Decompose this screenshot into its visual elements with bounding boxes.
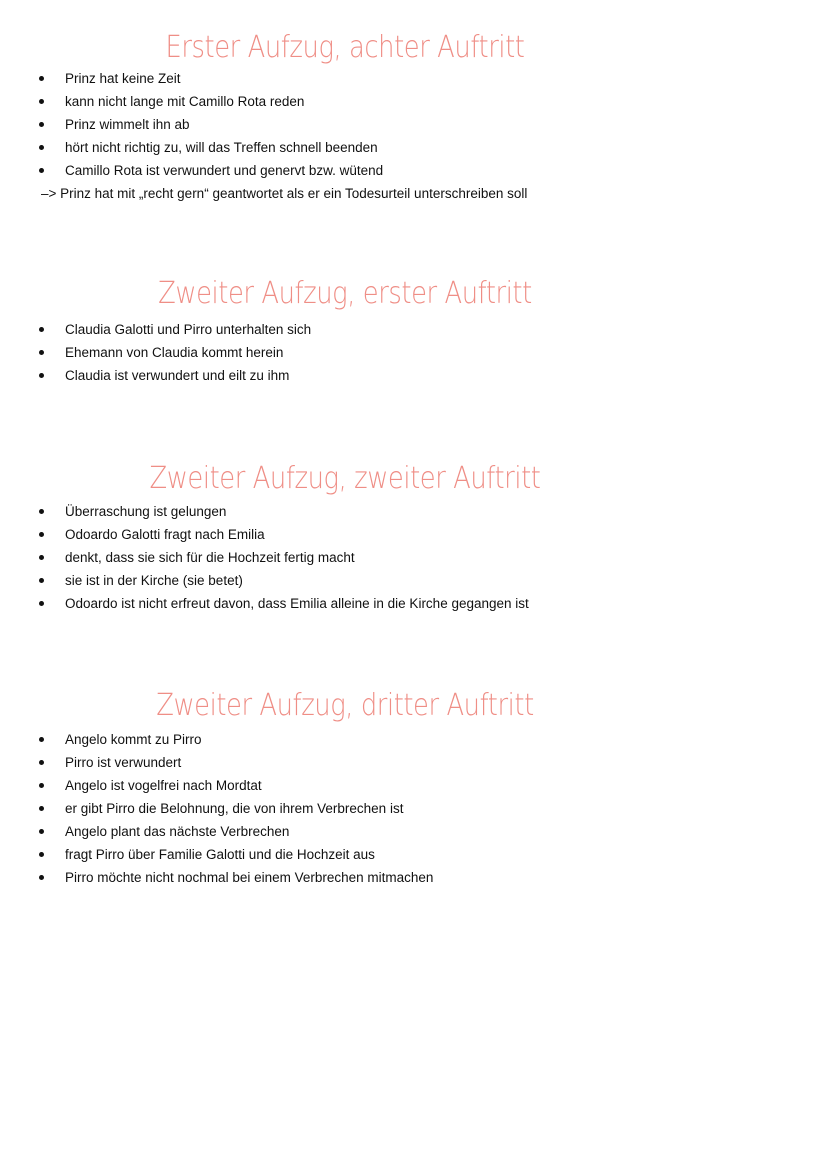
list-item-text: fragt Pirro über Familie Galotti und die Hochzeit aus (65, 847, 375, 862)
bullet-list (0, 318, 828, 387)
bullet-icon (39, 760, 44, 765)
bullet-icon (39, 145, 44, 150)
bullet-list (0, 67, 828, 182)
bullet-icon (39, 327, 44, 332)
bullet-icon (39, 509, 44, 514)
list-item (0, 113, 828, 136)
list-item-text: Angelo kommt zu Pirro (65, 732, 202, 747)
section-title: Zweiter Aufzug, dritter Auftritt (156, 688, 534, 723)
list-item-text: Pirro möchte nicht nochmal bei einem Verbrechen mitmachen (65, 870, 434, 885)
list-item (0, 90, 828, 113)
list-item-text: Claudia ist verwundert und eilt zu ihm (65, 368, 290, 383)
list-item-text: Prinz hat keine Zeit (65, 71, 181, 86)
bullet-icon (39, 532, 44, 537)
list-item-text: er gibt Pirro die Belohnung, die von ihrem Verbrechen ist (65, 801, 404, 816)
bullet-icon (39, 737, 44, 742)
bullet-icon (39, 555, 44, 560)
section-title: Zweiter Aufzug, zweiter Auftritt (149, 461, 541, 496)
list-item-text: Überraschung ist gelungen (65, 504, 227, 519)
bullet-icon (39, 76, 44, 81)
list-item-text: Pirro ist verwundert (65, 755, 182, 770)
bullet-icon (39, 601, 44, 606)
bullet-icon (39, 350, 44, 355)
list-item-text: denkt, dass sie sich für die Hochzeit fertig macht (65, 550, 355, 565)
list-item (0, 843, 828, 866)
list-item (0, 751, 828, 774)
list-item-text: Angelo ist vogelfrei nach Mordtat (65, 778, 262, 793)
list-item (0, 728, 828, 751)
list-item-text: sie ist in der Kirche (sie betet) (65, 573, 243, 588)
list-item (0, 797, 828, 820)
list-item (0, 592, 828, 615)
section-title: Zweiter Aufzug, erster Auftritt (158, 276, 532, 311)
list-item-text: Odoardo ist nicht erfreut davon, dass Emilia alleine in die Kirche gegangen ist (65, 596, 529, 611)
list-item (0, 820, 828, 843)
bullet-icon (39, 122, 44, 127)
bullet-icon (39, 852, 44, 857)
list-item-text: Odoardo Galotti fragt nach Emilia (65, 527, 265, 542)
bullet-icon (39, 373, 44, 378)
list-item (0, 136, 828, 159)
bullet-icon (39, 578, 44, 583)
bullet-icon (39, 875, 44, 880)
list-item-text: Prinz wimmelt ihn ab (65, 117, 190, 132)
list-item-text: kann nicht lange mit Camillo Rota reden (65, 94, 305, 109)
bullet-list (0, 500, 828, 615)
list-item-text: Claudia Galotti und Pirro unterhalten sich (65, 322, 312, 337)
list-item (0, 546, 828, 569)
bullet-icon (39, 783, 44, 788)
list-item (0, 500, 828, 523)
list-item (0, 67, 828, 90)
summary-note: –> Prinz hat mit „recht gern“ geantwortet als er ein Todesurteil unterschreiben soll (41, 186, 528, 201)
list-item (0, 523, 828, 546)
bullet-icon (39, 829, 44, 834)
bullet-icon (39, 168, 44, 173)
list-item-text: Camillo Rota ist verwundert und genervt bzw. wütend (65, 163, 384, 178)
list-item (0, 569, 828, 592)
list-item-text: hört nicht richtig zu, will das Treffen schnell beenden (65, 140, 378, 155)
list-item (0, 866, 828, 889)
list-item (0, 341, 828, 364)
list-item (0, 774, 828, 797)
list-item-text: Ehemann von Claudia kommt herein (65, 345, 284, 360)
list-item (0, 318, 828, 341)
bullet-icon (39, 99, 44, 104)
list-item (0, 364, 828, 387)
list-item-text: Angelo plant das nächste Verbrechen (65, 824, 290, 839)
bullet-list (0, 728, 828, 889)
section-title: Erster Aufzug, achter Auftritt (165, 30, 525, 65)
bullet-icon (39, 806, 44, 811)
list-item (0, 159, 828, 182)
